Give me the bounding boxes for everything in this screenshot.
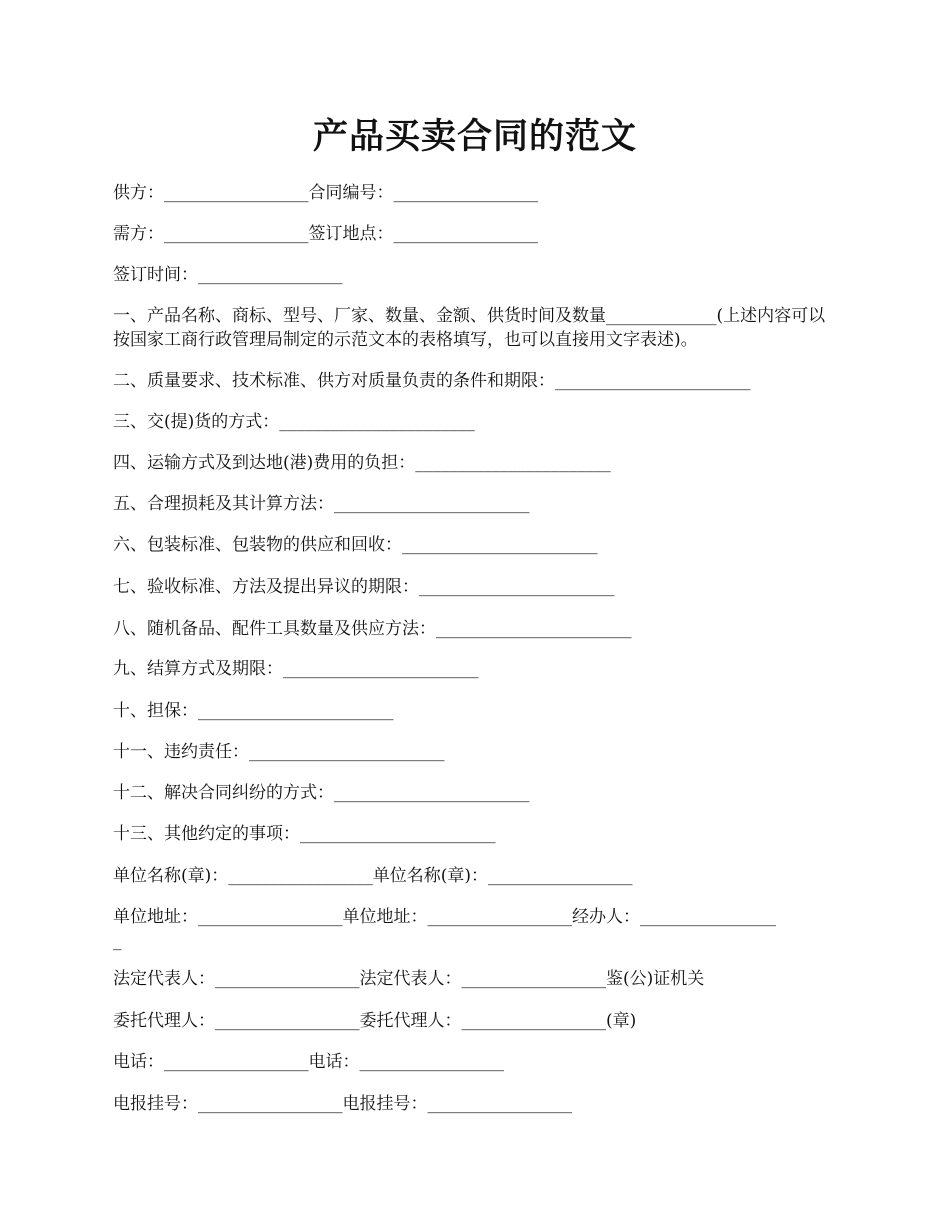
supplier-line: 供方：_________________合同编号：_________________ — [113, 183, 538, 203]
buyer-line: 需方：_________________签订地点：_________________ — [113, 224, 538, 244]
clause-11: 十一、违约责任：_______________________ — [113, 742, 445, 762]
clause-6: 六、包装标准、包装物的供应和回收：_______________________ — [113, 535, 598, 555]
clause-4: 四、运输方式及到达地(港)费用的负担：_______________________ — [113, 453, 611, 473]
phone-line: 电话：_________________电话：_________________ — [113, 1052, 504, 1072]
signing-time-line: 签订时间：_________________ — [113, 265, 343, 285]
clause-2: 二、质量要求、技术标准、供方对质量负责的条件和期限：_______________________ — [113, 371, 751, 391]
unit-name-line: 单位名称(章)：_________________单位名称(章)：_________________ — [113, 866, 633, 886]
legal-rep-line: 法定代表人：_________________法定代表人：_________________鉴(公)证机关 — [113, 969, 705, 989]
clause-10: 十、担保：_______________________ — [113, 701, 394, 721]
clause-8: 八、随机备品、配件工具数量及供应方法：_______________________ — [113, 619, 632, 639]
agent-line: 委托代理人：_________________委托代理人：_________________(章) — [113, 1011, 637, 1031]
document-title: 产品买卖合同的范文 — [312, 116, 637, 157]
clause-12: 十二、解决合同纠纷的方式：_______________________ — [113, 783, 530, 803]
clause-7: 七、验收标准、方法及提出异议的期限：_______________________ — [113, 577, 615, 597]
clause-9: 九、结算方式及期限：_______________________ — [113, 659, 479, 679]
clause-1: 一、产品名称、商标、型号、厂家、数量、金额、供货时间及数量_____________(上述内容可以按国家工商行政管理局制定的示范文本的表格填写，也可以直接用文字表述)。 — [113, 306, 826, 350]
clause-5: 五、合理损耗及其计算方法：_______________________ — [113, 494, 530, 514]
clause-3: 三、交(提)货的方式：_______________________ — [113, 412, 475, 432]
unit-address-overflow: _ — [113, 931, 122, 951]
unit-address-line: 单位地址：_________________单位地址：_________________经办人：________________ — [113, 907, 776, 927]
telegram-line: 电报挂号：_________________电报挂号：_________________ — [113, 1094, 572, 1114]
clause-13: 十三、其他约定的事项：_______________________ — [113, 824, 496, 844]
